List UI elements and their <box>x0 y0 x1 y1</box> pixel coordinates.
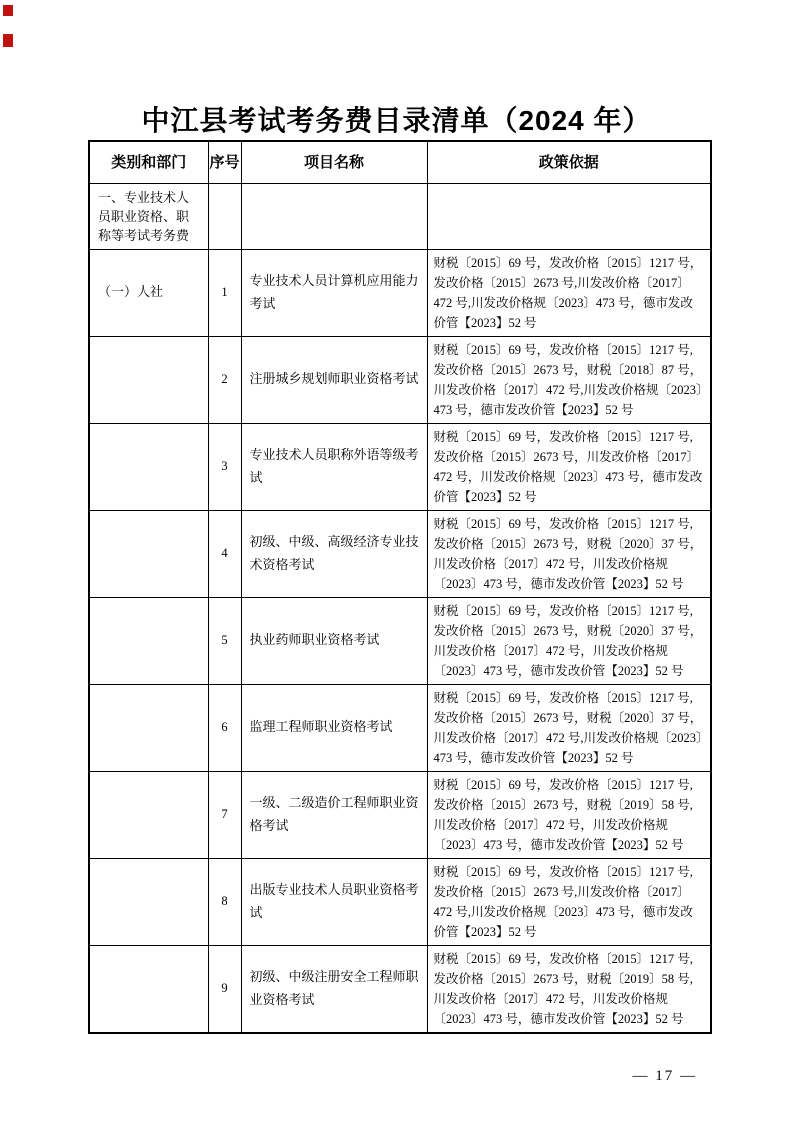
cell-item: 注册城乡规划师职业资格考试 <box>241 336 427 423</box>
cell-item: 初级、中级、高级经济专业技术资格考试 <box>241 510 427 597</box>
cell-category <box>89 510 208 597</box>
section-item <box>241 183 427 249</box>
red-artifact-icon <box>3 5 13 16</box>
header-seq: 序号 <box>208 141 241 183</box>
cell-category: （一）人社 <box>89 249 208 336</box>
cell-item: 出版专业技术人员职业资格考试 <box>241 858 427 945</box>
cell-item: 一级、二级造价工程师职业资格考试 <box>241 771 427 858</box>
page-title: 中江县考试考务费目录清单（2024 年） <box>141 104 652 136</box>
cell-item: 执业药师职业资格考试 <box>241 597 427 684</box>
section-policy <box>427 183 711 249</box>
table-row <box>89 858 711 945</box>
cell-category <box>89 771 208 858</box>
cell-seq: 6 <box>208 684 241 771</box>
section-row <box>89 183 711 249</box>
cell-seq: 1 <box>208 249 241 336</box>
cell-category <box>89 945 208 1033</box>
table-row <box>89 945 711 1033</box>
table-header-row <box>89 141 711 183</box>
cell-seq: 7 <box>208 771 241 858</box>
section-seq <box>208 183 241 249</box>
page-number: — 17 — <box>632 1068 697 1084</box>
cell-seq: 5 <box>208 597 241 684</box>
table-row <box>89 336 711 423</box>
cell-item: 专业技术人员计算机应用能力考试 <box>241 249 427 336</box>
cell-policy: 财税〔2015〕69 号，发改价格〔2015〕1217 号,发改价格〔2015〕2673 号，财税〔2020〕37 号，川发改价格〔2017〕472 号，川发改价格规〔2023〕473 号，德市发改价管【2023】52 号 <box>427 510 711 597</box>
header-item: 项目名称 <box>241 141 427 183</box>
cell-policy: 财税〔2015〕69 号，发改价格〔2015〕1217 号,发改价格〔2015〕2673 号，财税〔2018〕87 号，川发改价格〔2017〕472 号,川发改价格规〔2023〕473 号，德市发改价管【2023】52 号 <box>427 336 711 423</box>
cell-policy: 财税〔2015〕69 号，发改价格〔2015〕1217 号,发改价格〔2015〕2673 号，川发改价格〔2017〕472 号，川发改价格规〔2023〕473 号，德市发改价管【2023】52 号 <box>427 423 711 510</box>
cell-category <box>89 423 208 510</box>
header-policy: 政策依据 <box>427 141 711 183</box>
table-row <box>89 597 711 684</box>
cell-category <box>89 858 208 945</box>
table-row <box>89 510 711 597</box>
section-category: 一、专业技术人员职业资格、职称等考试考务费 <box>89 183 208 249</box>
cell-category <box>89 336 208 423</box>
cell-policy: 财税〔2015〕69 号，发改价格〔2015〕1217 号,发改价格〔2015〕2673 号，财税〔2019〕58 号,川发改价格〔2017〕472 号，川发改价格规〔2023〕473 号，德市发改价管【2023】52 号 <box>427 945 711 1033</box>
cell-item: 专业技术人员职称外语等级考试 <box>241 423 427 510</box>
fee-table <box>88 140 712 1034</box>
header-category: 类别和部门 <box>89 141 208 183</box>
table-row <box>89 423 711 510</box>
cell-seq: 8 <box>208 858 241 945</box>
cell-policy: 财税〔2015〕69 号，发改价格〔2015〕1217 号,发改价格〔2015〕2673 号，财税〔2019〕58 号,川发改价格〔2017〕472 号，川发改价格规〔2023〕473 号，德市发改价管【2023】52 号 <box>427 771 711 858</box>
cell-seq: 9 <box>208 945 241 1033</box>
cell-item: 初级、中级注册安全工程师职业资格考试 <box>241 945 427 1033</box>
table-row <box>89 249 711 336</box>
cell-policy: 财税〔2015〕69 号，发改价格〔2015〕1217 号,发改价格〔2015〕2673 号,川发改价格〔2017〕472 号,川发改价格规〔2023〕473 号，德市发改价管【2023】52 号 <box>427 858 711 945</box>
cell-category <box>89 597 208 684</box>
cell-policy: 财税〔2015〕69 号，发改价格〔2015〕1217 号，发改价格〔2015〕2673 号,川发改价格〔2017〕472 号,川发改价格规〔2023〕473 号，德市发改价管【2023】52 号 <box>427 249 711 336</box>
cell-policy: 财税〔2015〕69 号，发改价格〔2015〕1217 号,发改价格〔2015〕2673 号，财税〔2020〕37 号，川发改价格〔2017〕472 号，川发改价格规〔2023〕473 号，德市发改价管【2023】52 号 <box>427 597 711 684</box>
table-row <box>89 684 711 771</box>
cell-category <box>89 684 208 771</box>
cell-policy: 财税〔2015〕69 号，发改价格〔2015〕1217 号,发改价格〔2015〕2673 号，财税〔2020〕37 号，川发改价格〔2017〕472 号,川发改价格规〔2023〕473 号，德市发改价管【2023】52 号 <box>427 684 711 771</box>
table-row <box>89 771 711 858</box>
red-artifact-icon <box>3 34 13 47</box>
cell-seq: 4 <box>208 510 241 597</box>
cell-seq: 3 <box>208 423 241 510</box>
table-body <box>89 183 711 1033</box>
cell-seq: 2 <box>208 336 241 423</box>
cell-item: 监理工程师职业资格考试 <box>241 684 427 771</box>
